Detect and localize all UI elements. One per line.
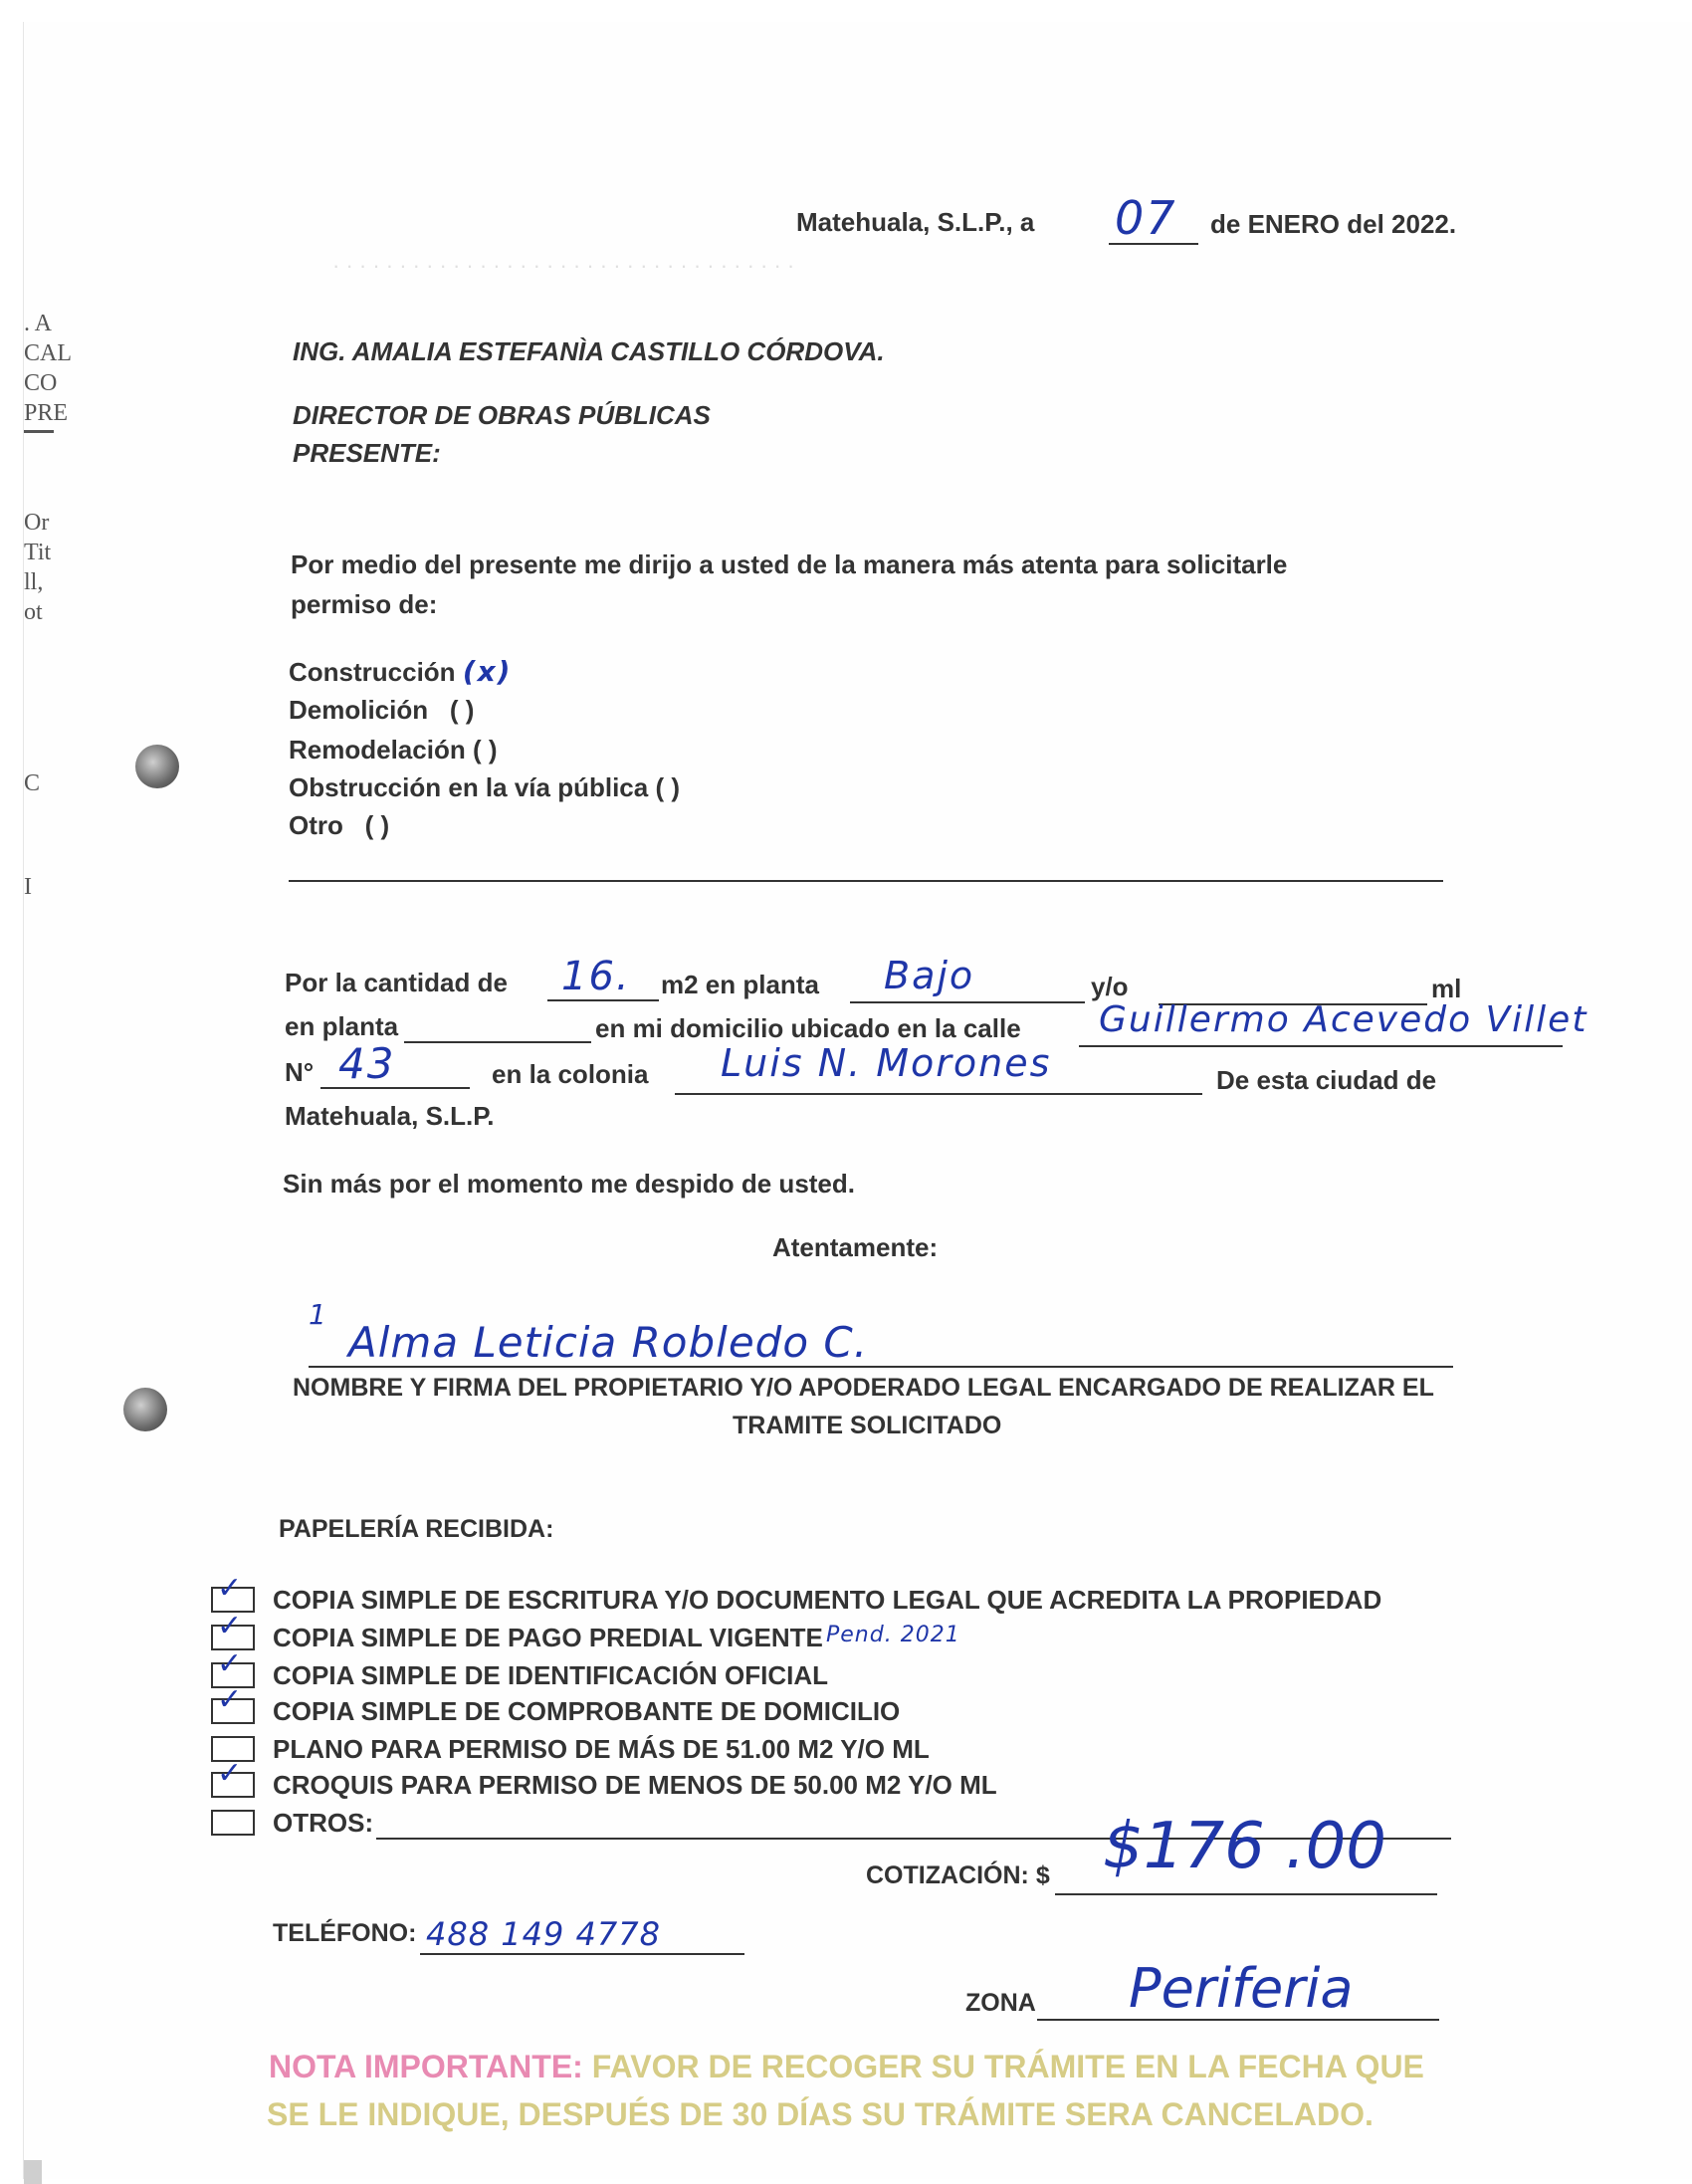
permit-type-item: Obstrucción en la vía pública ( ) <box>289 772 680 802</box>
intro-line-1: Por medio del presente me dirijo a usted de la manera más atenta para solicitarle <box>291 549 1288 579</box>
place-date-prefix: Matehuala, S.L.P., a <box>796 207 1035 237</box>
en-planta-label: en planta <box>285 1011 399 1041</box>
yo-label: y/o <box>1091 972 1129 1001</box>
bleed-through-text: · · · · · · · · · · · · · · · · · · · · · · · · · · · · · · · · · · · <box>332 253 795 278</box>
signature-mark: 1 <box>309 1298 328 1331</box>
punch-hole-top <box>135 745 179 788</box>
permit-type-item: Construcción (x) <box>289 655 513 688</box>
colonia-value: Luis N. Morones <box>721 1041 1052 1085</box>
planta-line <box>850 1001 1085 1003</box>
m2-label: m2 en planta <box>661 970 819 999</box>
en-planta-line <box>404 1041 591 1043</box>
nota-text-2: SE LE INDIQUE, DESPUÉS DE 30 DÍAS SU TRÁMITE SERA CANCELADO. <box>267 2096 1374 2132</box>
quantity-line <box>547 999 659 1001</box>
signature-handwritten: Alma Leticia Robledo C. <box>348 1318 869 1367</box>
checkbox-otros[interactable] <box>211 1810 255 1836</box>
telefono-value: 488 149 4778 <box>426 1915 661 1953</box>
colonia-line <box>675 1093 1202 1095</box>
street-value: Guillermo Acevedo Villet <box>1099 999 1588 1040</box>
signature-caption-2: TRAMITE SOLICITADO <box>733 1412 1002 1439</box>
ml-label: ml <box>1431 974 1462 1003</box>
signature-caption-1: NOMBRE Y FIRMA DEL PROPIETARIO Y/O APODERADO LEGAL ENCARGADO DE REALIZAR EL <box>293 1374 1434 1402</box>
quantity-value: 16. <box>561 954 631 999</box>
permit-type-item: Otro ( ) <box>289 810 390 840</box>
number-value: 43 <box>338 1039 396 1088</box>
recipient-title: DIRECTOR DE OBRAS PÚBLICAS <box>293 400 711 430</box>
recipient-presente: PRESENTE: <box>293 438 441 468</box>
papeleria-item: COPIA SIMPLE DE PAGO PREDIAL VIGENTE <box>273 1623 823 1652</box>
checkmark-icon: ✓ <box>217 1756 243 1791</box>
recipient-name: ING. AMALIA ESTEFANÌA CASTILLO CÓRDOVA. <box>293 336 885 366</box>
quantity-label: Por la cantidad de <box>285 968 508 997</box>
papeleria-item: OTROS: <box>273 1808 374 1838</box>
checkmark-icon: ✓ <box>217 1646 243 1681</box>
nota-text-1: FAVOR DE RECOGER SU TRÁMITE EN LA FECHA QUE <box>591 2049 1424 2084</box>
papeleria-item: PLANO PARA PERMISO DE MÁS DE 51.00 M2 Y/O ML <box>273 1734 930 1764</box>
papeleria-item: COPIA SIMPLE DE ESCRITURA Y/O DOCUMENTO LEGAL QUE ACREDITA LA PROPIEDAD <box>273 1585 1382 1615</box>
nota-label: NOTA IMPORTANTE: <box>269 2049 583 2084</box>
intro-line-2: permiso de: <box>291 589 438 619</box>
planta-value: Bajo <box>884 954 975 997</box>
checkmark-icon: ✓ <box>217 1682 243 1717</box>
city-value: Matehuala, S.L.P. <box>285 1101 495 1131</box>
zona-label: ZONA <box>965 1989 1036 2017</box>
atentamente: Atentamente: <box>772 1232 939 1262</box>
day-handwritten: 07 <box>1115 191 1177 245</box>
domicilio-label: en mi domicilio ubicado en la calle <box>595 1013 1021 1043</box>
permit-type-item: Demolición ( ) <box>289 695 475 725</box>
predial-note: Pend. 2021 <box>826 1623 960 1647</box>
checkmark-icon: ✓ <box>217 1571 243 1606</box>
cotizacion-line <box>1055 1893 1437 1895</box>
colonia-label: en la colonia <box>492 1059 649 1089</box>
edge-rule <box>24 430 54 433</box>
other-specify-line <box>289 880 1443 882</box>
checkmark-icon: ✓ <box>217 1609 243 1643</box>
farewell: Sin más por el momento me despido de usted. <box>283 1169 855 1199</box>
permit-type-item: Remodelación ( ) <box>289 735 498 764</box>
signature-line <box>309 1366 1453 1368</box>
telefono-line <box>420 1953 744 1955</box>
number-label: N° <box>285 1057 315 1087</box>
city-label: De esta ciudad de <box>1216 1065 1437 1095</box>
nota-importante <box>269 2049 1424 2085</box>
cotizacion-label: COTIZACIÓN: $ <box>866 1861 1050 1889</box>
papeleria-item: COPIA SIMPLE DE COMPROBANTE DE DOMICILIO <box>273 1696 901 1726</box>
cotizacion-value: $176 .00 <box>1103 1810 1386 1883</box>
zona-value: Periferia <box>1129 1957 1354 2020</box>
scan-corner-mark <box>24 2160 42 2184</box>
punch-hole-bottom <box>123 1388 167 1431</box>
papeleria-heading: PAPELERÍA RECIBIDA: <box>279 1515 554 1543</box>
date-suffix: de ENERO del 2022. <box>1210 209 1457 239</box>
document-page: · · · · · · · · · · · · · · · · · · · · · · · · · · · · · · · · · · · . A CAL CO PRE Or Tit ll, ot C I Matehuala, S.L.P., a 07 de ENERO del 2022. ING. AMALIA ESTEFANÌA CASTILLO CÓRDOVA. DIRECTOR DE OBRAS PÚBLICAS PRESENTE: Por medio del presente me dirijo a usted de la manera más atenta para solicitarle permiso de: Construcción (x) Demolición ( ) Remodelación ( ) Obstrucción en la vía pública ( ) Otro ( ) Por la cantidad de 16. m2 en planta Bajo y/o ml en planta en mi domicilio ubicado en la calle Guillermo Acevedo Villet N° 43 en la colonia Luis N. Morones De esta ciudad de Matehuala, S.L.P. Sin más por el momento me despido de usted. Atentamente: 1 Alma Leticia Robledo C. NOMBRE Y FIRMA DEL PROPIETARIO Y/O APODERADO LEGAL ENCARGADO DE REALIZAR EL TRAMITE SOLICITADO PAPELERÍA RECIBIDA: ✓ COPIA SIMPLE DE ESCRITURA Y/O DOCUMENTO LEGAL QUE ACREDITA LA PROPIEDAD ✓ COPIA SIMPLE DE PAGO PREDIAL VIGENTE Pend. 2021 ✓ COPIA SIMPLE DE IDENTIFICACIÓN OFICIAL ✓ COPIA SIMPLE DE COMPROBANTE DE DOMICILIO PLANO PARA PERMISO DE MÁS DE 51.00 M2 Y/O ML ✓ CROQUIS PARA PERMISO DE MENOS DE 50.00 M2 Y/O ML OTROS: COTIZACIÓN: $ $176 .00 TELÉFONO: 488 149 4778 ZONA Periferia NOTA IMPORTANTE: FAVOR DE RECOGER SU TRÁMITE EN LA FECHA QUE SE LE INDIQUE, DESPUÉS DE 30 DÍAS SU TRÁMITE SERA CANCELADO. <box>24 22 1692 2179</box>
telefono-label: TELÉFONO: <box>273 1919 417 1947</box>
papeleria-item: COPIA SIMPLE DE IDENTIFICACIÓN OFICIAL <box>273 1660 829 1690</box>
papeleria-item: CROQUIS PARA PERMISO DE MENOS DE 50.00 M2 Y/O ML <box>273 1770 997 1800</box>
street-line <box>1079 1045 1563 1047</box>
